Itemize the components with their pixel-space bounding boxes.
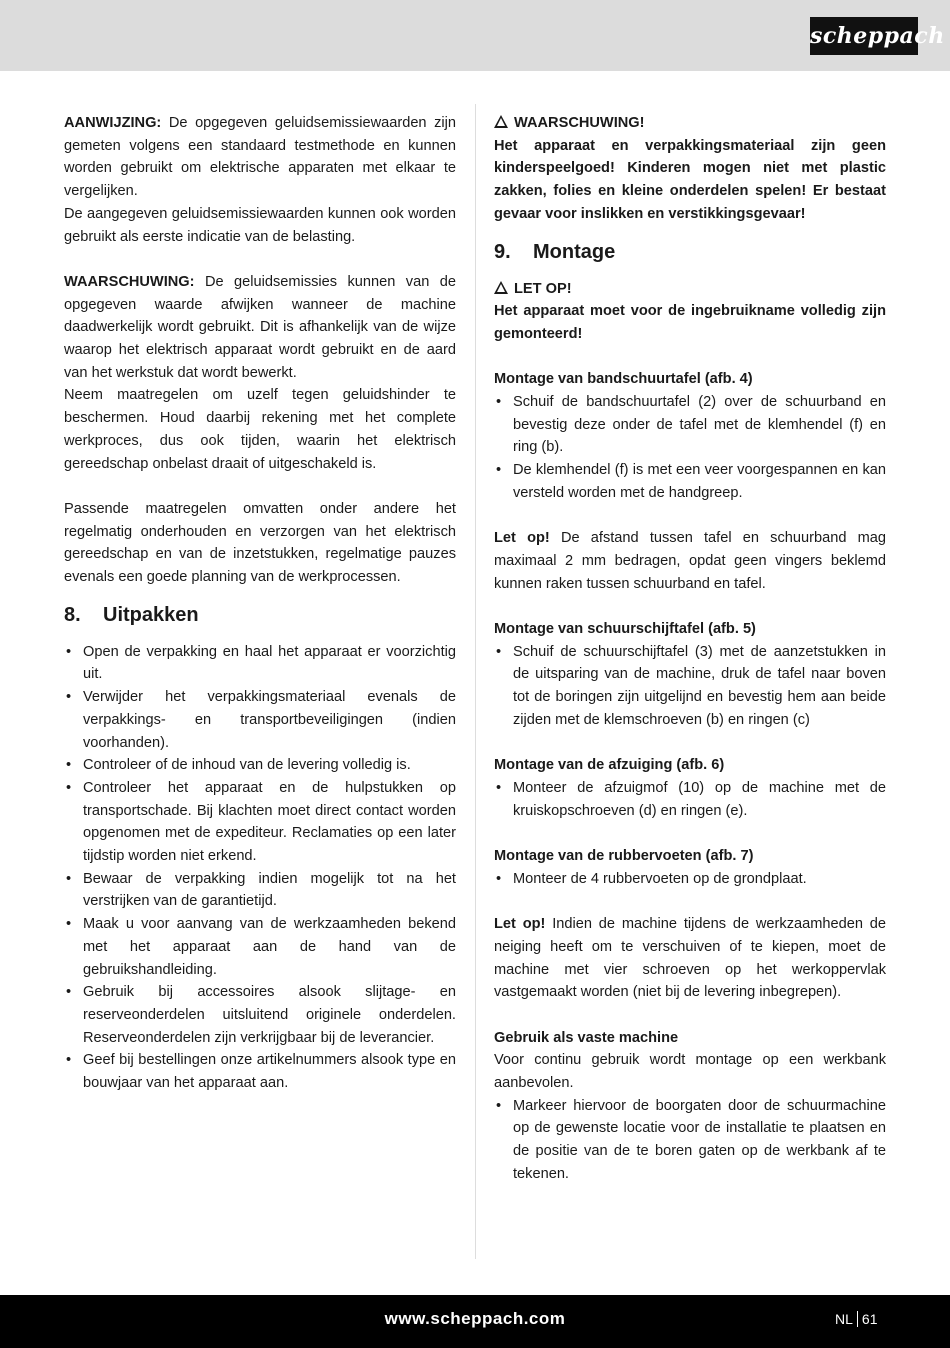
child-warning-text: Het apparaat en verpakkingsmateriaal zijn geen kinderspeelgoed! Kinderen mogen niet met plastic zakken, folies en kleine onderdelen spelen! Er bestaat gevaar voor inslikken en verstikkingsgevaar! (494, 137, 886, 222)
child-warning-title: WAARSCHUWING! (494, 112, 886, 135)
note-text-1: De opgegeven geluidsemissiewaarden zijn gemeten volgens een standaard testmethode en kunnen worden gebruikt om elektrische apparaten met elkaar te vergelijken. (64, 115, 456, 200)
note-paragraph-2: De aangegeven geluidsemissiewaarden kunnen ook worden gebruikt als eerste indicatie van de belasting. (64, 205, 456, 245)
list-item: • Monteer de 4 rubbervoeten op de grondplaat. (494, 868, 886, 891)
belt-table-heading: Montage van bandschuurtafel (afb. 4) (494, 371, 753, 388)
warning-triangle-icon (494, 281, 508, 294)
note-1-label: Let op! (494, 530, 550, 547)
distance-note: Let op! De afstand tussen tafel en schuurband mag maximaal 2 mm bedragen, opdat geen vingers beklemd kunnen raken tussen schuurband en tafel. (494, 530, 887, 592)
page-footer (0, 1295, 950, 1348)
belt-table-list (494, 391, 886, 505)
fixed-machine-list (494, 1095, 886, 1186)
scheppach-logo: scheppach (810, 17, 918, 55)
caution-text: Het apparaat moet voor de ingebruikname volledig zijn gemonteerd! (494, 303, 886, 342)
disc-table-list (494, 641, 886, 732)
feet-heading: Montage van de rubbervoeten (afb. 7) (494, 848, 754, 865)
page-header (0, 0, 950, 71)
section-8-title: Uitpakken (103, 603, 199, 626)
page-number (835, 1311, 877, 1327)
section-9-heading (494, 237, 886, 267)
list-item: • Maak u voor aanvang van de werkzaamheden bekend met het apparaat aan de hand van de gebruikshandleiding. (64, 913, 456, 981)
list-item: • Gebruik bij accessoires alsook slijtage- en reserveonderdelen uitsluitend originele onderdelen. Reserveonderdelen zijn verkrijgbaar bij de leverancier. (64, 981, 456, 1049)
feet-list (494, 868, 886, 891)
fixed-machine-heading: Gebruik als vaste machine (494, 1029, 679, 1046)
list-item: • Open de verpakking en haal het apparaat er voorzichtig uit. (64, 641, 456, 686)
note-label: AANWIJZING: (64, 115, 162, 131)
left-column (64, 112, 456, 1095)
list-item: • Controleer het apparaat en de hulpstukken op transportschade. Bij klachten moet direct contact worden opgenomen met de expediteur. Reclamaties op een later tijdstip worden niet erkend. (64, 777, 456, 868)
page-number-value: 61 (861, 1311, 878, 1327)
fixing-note: Let op! Indien de machine tijdens de werkzaamheden de neiging heeft om te verschuiven of te kiepen, moet de machine met vier schroeven op het werkoppervlak vastgemaakt worden (niet bij de levering inbegrepen). (494, 916, 887, 1001)
column-divider (475, 104, 476, 1259)
list-item: • Schuif de bandschuurtafel (2) over de schuurband en bevestig deze onder de tafel met de klemhendel (f) en ring (b). (494, 391, 886, 459)
measures-paragraph: Passende maatregelen omvatten onder andere het regelmatig onderhouden en verzorgen van het elektrisch gereedschap en van de inzetstukken, regelmatige pauzes evenals een goede planning van de werkprocessen. (64, 500, 456, 586)
warning-label: WAARSCHUWING: (64, 273, 195, 290)
noise-warning-paragraph (64, 271, 456, 385)
caution-title: LET OP! (494, 278, 886, 301)
disc-table-heading: Montage van schuurschijftafel (afb. 5) (494, 621, 756, 638)
list-item: • Monteer de afzuigmof (10) op de machine met de kruiskopschroeven (d) en ringen (e). (494, 777, 886, 822)
note-2-label: Let op! (494, 916, 546, 933)
section-9-title: Montage (533, 240, 616, 263)
website-link[interactable]: www.scheppach.com (384, 1309, 566, 1328)
list-item: • Verwijder het verpakkingsmateriaal evenals de verpakkings- en transportbeveiligingen (indien voorhanden). (64, 686, 456, 754)
right-column (494, 112, 886, 1186)
list-item: • Bewaar de verpakking indien mogelijk tot na het verstrijken van de garantietijd. (64, 868, 456, 913)
unpack-list (64, 641, 456, 1095)
fixed-machine-text: Voor continu gebruik wordt montage op een werkbank aanbevolen. (494, 1052, 886, 1092)
extraction-list (494, 777, 886, 822)
section-9-number: 9. (494, 240, 511, 263)
section-8-heading (64, 600, 456, 630)
noise-warning-paragraph-2: Neem maatregelen om uzelf tegen geluidshinder te beschermen. Houd daarbij rekening met het complete werkproces, dus ook tijden, waarin het elektrisch gereedschap onbelast draait of uitgeschakeld is. (64, 387, 456, 472)
warning-triangle-icon (494, 115, 508, 128)
list-item: • De klemhendel (f) is met een veer voorgespannen en kan versteld worden met de handgreep. (494, 459, 886, 504)
list-item: • Geef bij bestellingen onze artikelnummers alsook type en bouwjaar van het apparaat aan. (64, 1049, 456, 1094)
extraction-heading: Montage van de afzuiging (afb. 6) (494, 757, 725, 774)
note-paragraph (64, 112, 456, 203)
language-code: NL (835, 1311, 853, 1327)
warning-text-1: De geluidsemissies kunnen van de opgegeven waarde afwijken wanneer de machine daadwerkelijk wordt gebruikt. Dit is afhankelijk van de wijze waarop het elektrisch apparaat wordt gebruikt en de aard van het werkstuk dat wordt bewerkt. (64, 273, 456, 381)
list-item: • Schuif de schuurschijftafel (3) met de aanzetstukken in de uitsparing van de machine, druk de tafel naar boven tot de boringen zijn uitgelijnd en bevestig hem aan beide zijden met de klemschroeven (b) en ringen (c) (494, 641, 886, 732)
section-8-number: 8. (64, 603, 81, 626)
list-item: • Controleer of de inhoud van de levering volledig is. (64, 754, 456, 777)
list-item: • Markeer hiervoor de boorgaten door de schuurmachine op de gewenste locatie voor de installatie te plaatsen en de positie van de te boren gaten op de werkbank af te tekenen. (494, 1095, 886, 1186)
